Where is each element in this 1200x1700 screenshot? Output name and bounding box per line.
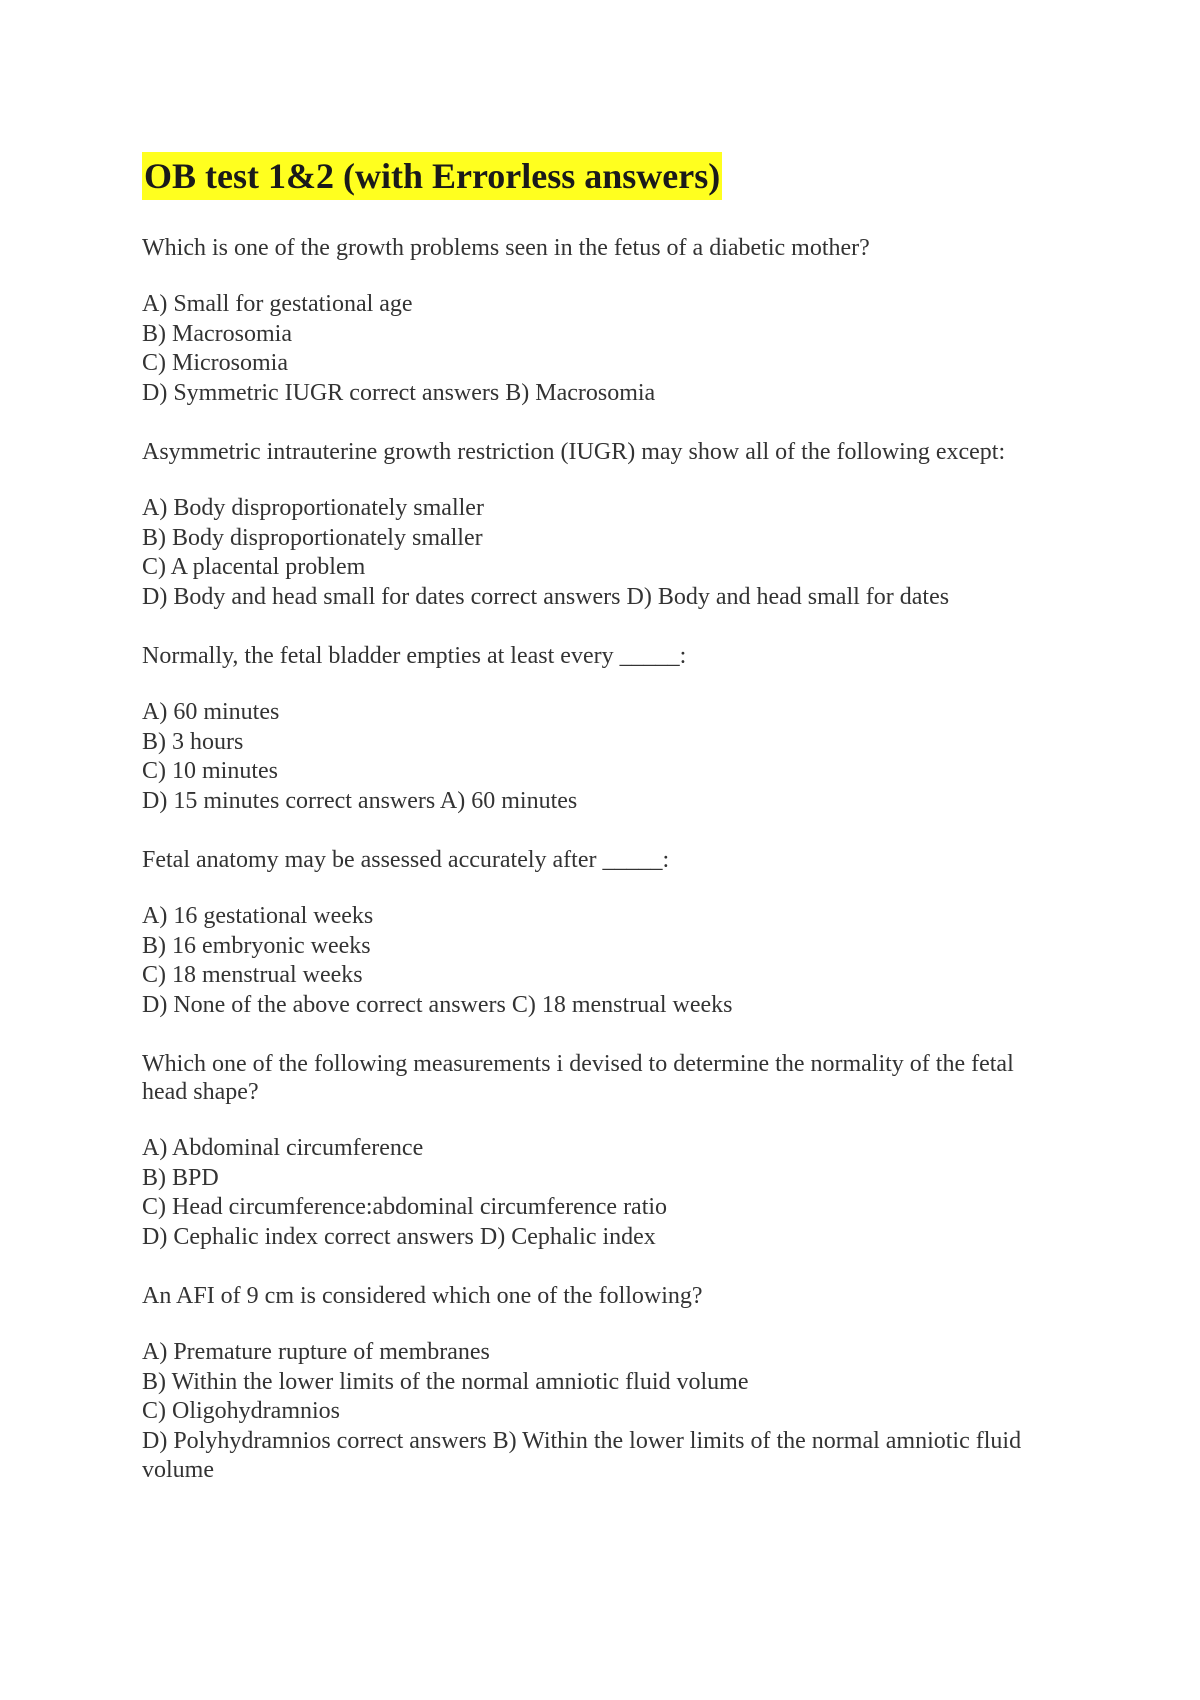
answer-options <box>142 494 1062 612</box>
answer-option: C) Oligohydramnios <box>142 1398 340 1424</box>
question-text: Which one of the following measurements i devised to determine the normality of the fetal head shape? <box>142 1051 1014 1105</box>
question-block-6 <box>142 1282 1062 1486</box>
question-text: An AFI of 9 cm is considered which one of the following? <box>142 1283 703 1309</box>
answer-option: D) Body and head small for dates correct answers D) Body and head small for dates <box>142 583 950 610</box>
answer-option: A) Premature rupture of membranes <box>142 1339 490 1365</box>
answer-options <box>142 902 1062 1020</box>
question-block-5 <box>142 1050 1062 1252</box>
answer-option: B) Macrosomia <box>142 320 292 347</box>
answer-option: A) 16 gestational weeks <box>142 903 374 929</box>
question-block-3 <box>142 642 1062 816</box>
answer-option: A) Small for gestational age <box>142 291 413 317</box>
question-text: Which is one of the growth problems seen in the fetus of a diabetic mother? <box>142 235 870 261</box>
question-block-4 <box>142 846 1062 1020</box>
answer-option: C) Microsomia <box>142 350 288 376</box>
answer-option: B) BPD <box>142 1164 219 1191</box>
answer-option: B) 3 hours <box>142 728 244 755</box>
document-title: OB test 1&2 (with Errorless answers) <box>142 152 722 200</box>
answer-option: B) 16 embryonic weeks <box>142 932 371 959</box>
answer-option: C) A placental problem <box>142 554 366 580</box>
answer-option: D) 15 minutes correct answers A) 60 minutes <box>142 787 578 814</box>
answer-option: D) Cephalic index correct answers D) Cephalic index <box>142 1223 656 1250</box>
answer-option: B) Within the lower limits of the normal amniotic fluid volume <box>142 1368 749 1395</box>
question-block-2 <box>142 438 1062 612</box>
answer-option: C) Head circumference:abdominal circumference ratio <box>142 1194 668 1220</box>
answer-option: B) Body disproportionately smaller <box>142 524 483 551</box>
document-content <box>142 152 1062 1486</box>
answer-options <box>142 1134 1062 1252</box>
answer-options <box>142 698 1062 816</box>
question-block-1 <box>142 234 1062 408</box>
question-text: Asymmetric intrauterine growth restriction (IUGR) may show all of the following except: <box>142 439 1006 465</box>
question-text: Normally, the fetal bladder empties at least every _____: <box>142 643 687 669</box>
question-text: Fetal anatomy may be assessed accurately after _____: <box>142 847 670 873</box>
answer-option: C) 18 menstrual weeks <box>142 962 363 988</box>
answer-option: A) Body disproportionately smaller <box>142 495 484 521</box>
answer-option: C) 10 minutes <box>142 758 278 784</box>
answer-options <box>142 1338 1062 1486</box>
answer-option: D) Symmetric IUGR correct answers B) Macrosomia <box>142 379 656 406</box>
answer-option: D) None of the above correct answers C) 18 menstrual weeks <box>142 991 733 1018</box>
answer-option: A) 60 minutes <box>142 699 280 725</box>
answer-option: A) Abdominal circumference <box>142 1135 424 1161</box>
answer-options <box>142 290 1062 408</box>
answer-option: D) Polyhydramnios correct answers B) Within the lower limits of the normal amniotic fluid volume <box>142 1427 1022 1483</box>
